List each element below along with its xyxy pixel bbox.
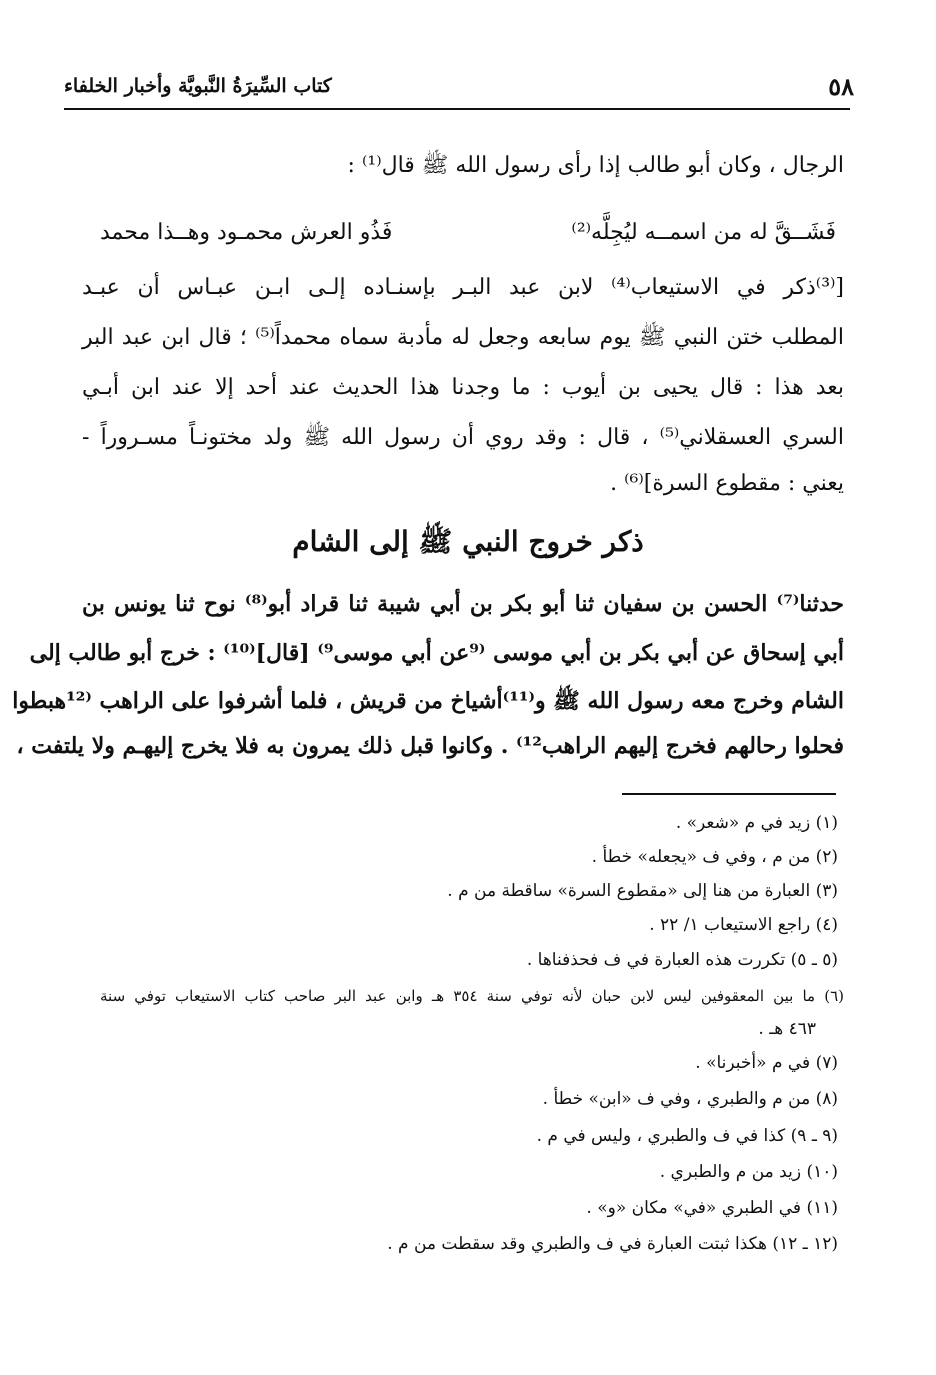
poem-second-hemistich: فَذُو العرش محمـود وهــذا محمد bbox=[100, 219, 393, 245]
section-title: ذكر خروج النبي ﷺ إلى الشام bbox=[292, 525, 644, 558]
footnote: (٥ ـ ٥) تكررت هذه العبارة في ف فحذفناها . bbox=[526, 950, 838, 970]
footnote: (٩ ـ ٩) كذا في ف والطبري ، وليس في م . bbox=[536, 1126, 838, 1146]
footnote: (٣) العبارة من هنا إلى «مقطوع السرة» ساقطة من م . bbox=[447, 881, 838, 901]
paragraph-line: [⁽³⁾ذكر في الاستيعاب⁽⁴⁾ لابن عبد البـر بإسنـاده إلـى ابـن عبـاس أن عبـد bbox=[82, 275, 845, 300]
paragraph-line: يعني : مقطوع السرة]⁽⁶⁾ . bbox=[610, 471, 844, 496]
poem-first-hemistich: فَشَــقَّ له من اسمــه ليُجِلَّه⁽²⁾ bbox=[571, 219, 836, 245]
footnote-continuation: ٤٦٣ هـ . bbox=[758, 1019, 816, 1039]
footnote: (١١) في الطبري «في» مكان «و» . bbox=[586, 1198, 838, 1218]
paragraph-line: بعد هذا : قال يحيى بن أيوب : ما وجدنا هذا الحديث عند أحد إلا عند ابن أبـي bbox=[82, 375, 844, 400]
paragraph-line: السري العسقلاني⁽⁵⁾ ، قال : وقد روي أن رسول الله ﷺ ولد مختونـاً مسـروراً - bbox=[82, 425, 844, 450]
intro-line: الرجال ، وكان أبو طالب إذا رأى رسول الله ﷺ قال⁽¹⁾ : bbox=[347, 153, 844, 178]
paragraph-line: المطلب ختن النبي ﷺ يوم سابعه وجعل له مأدبة سماه محمداً⁽⁵⁾ ؛ قال ابن عبد البر bbox=[82, 325, 844, 350]
footnote: (١٢ ـ ١٢) هكذا ثبتت العبارة في ف والطبري وقد سقطت من م . bbox=[387, 1234, 838, 1254]
paragraph-line: فحلوا رحالهم فخرج إليهم الراهب¹²⁾ . وكانوا قبل ذلك يمرون به فلا يخرج إليهـم ولا يلتفت ، bbox=[16, 733, 844, 759]
footnote: (١٠) زيد من م والطبري . bbox=[659, 1162, 838, 1182]
footnote: (٦) ما بين المعقوفين ليس لابن حبان لأنه توفي سنة ٣٥٤ هـ وابن عبد البر صاحب كتاب الاستيعاب توفي سنة bbox=[100, 987, 844, 1005]
paragraph-line: حدثنا⁽⁷⁾ الحسن بن سفيان ثنا أبو بكر بن أبي شيبة ثنا قراد أبو⁽⁸⁾ نوح ثنا يونس بن bbox=[82, 591, 845, 617]
header-rule bbox=[64, 108, 850, 110]
book-title: كتاب السِّيرَةُ النَّبويَّة وأخبار الخلفاء bbox=[64, 75, 332, 97]
footnote: (٨) من م والطبري ، وفي ف «ابن» خطأ . bbox=[542, 1089, 838, 1109]
footnote: (٤) راجع الاستيعاب ١/ ٢٢ . bbox=[649, 915, 838, 935]
footnote-rule bbox=[622, 793, 836, 795]
page-number: ٥٨ bbox=[828, 71, 854, 101]
paragraph-line: أبي إسحاق عن أبي بكر بن أبي موسى ⁽⁹عن أبي موسى⁹⁾ [قال]⁽¹⁰⁾ : خرج أبو طالب إلى bbox=[29, 640, 844, 666]
footnote: (١) زيد في م «شعر» . bbox=[675, 813, 838, 833]
footnote: (٧) في م «أخبرنا» . bbox=[695, 1053, 838, 1073]
running-header bbox=[64, 66, 854, 106]
poem-verse bbox=[100, 212, 836, 252]
footnote: (٢) من م ، وفي ف «يجعله» خطأ . bbox=[591, 847, 838, 867]
paragraph-line: الشام وخرج معه رسول الله ﷺ و⁽¹¹⁾أشياخ من قريش ، فلما أشرفوا على الراهب ⁽¹²هبطوا bbox=[12, 688, 844, 714]
